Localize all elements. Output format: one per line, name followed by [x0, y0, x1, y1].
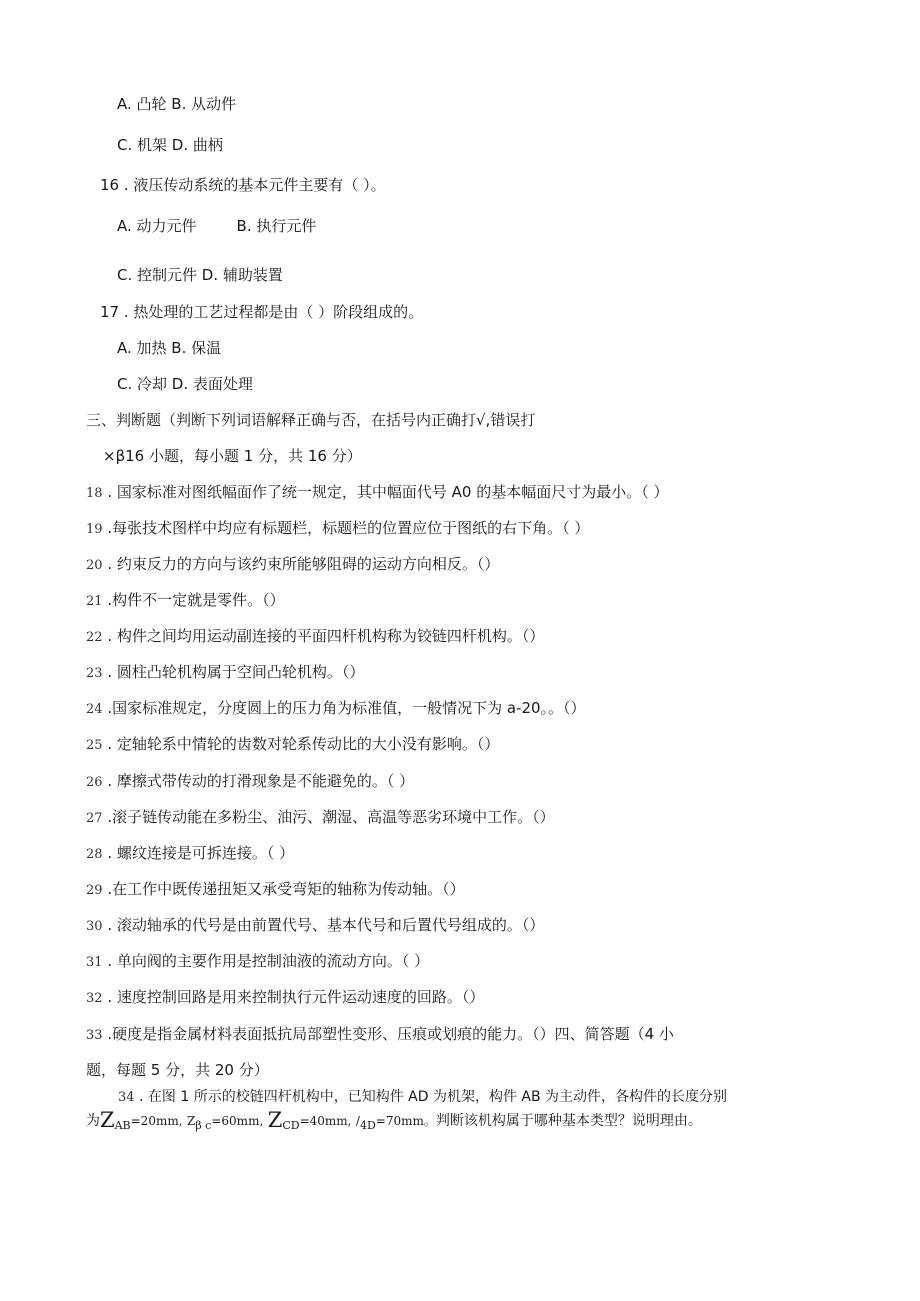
q34-value-ab: =20mm,: [130, 1114, 183, 1128]
q16-text: . 液压传动系统的基本元件主要有（ ）。: [123, 176, 386, 194]
tf-item-number: 29: [86, 883, 103, 898]
q16-options-cd: C. 控制元件 D. 辅助装置: [117, 266, 283, 284]
tf-item-33: [86, 1024, 674, 1046]
tf-item-text: . 摩擦式带传动的打滑现象是不能避免的。（ ）: [107, 772, 415, 790]
q34-prefix: 为: [86, 1113, 100, 1129]
tf-item-25: [86, 734, 499, 756]
q34-symbol-z-cd: Z: [267, 1108, 283, 1132]
tf-item-number: 19: [86, 522, 103, 537]
tf-item-text: .硬度是指金属材料表面抵抗局部塑性变形、压痕或划痕的能力。（）四、简答题（4 小: [107, 1025, 674, 1043]
tf-item-number: 28: [86, 847, 103, 862]
q34-number: 34: [118, 1090, 135, 1105]
q34-sub-cd: CD: [282, 1119, 300, 1132]
tf-item-text: . 单向阀的主要作用是控制油液的流动方向。（ ）: [107, 952, 430, 970]
tf-item-number: 22: [86, 630, 103, 645]
section3-heading-cont: ×β16 小题，每小题 1 分，共 16 分）: [103, 447, 362, 465]
tf-item-number: 31: [86, 955, 103, 970]
tf-item-31: [86, 951, 429, 973]
section3-heading: 三、判断题（判断下列词语解释正确与否，在括号内正确打√,错误打: [86, 411, 536, 429]
tf-item-number: 24: [86, 702, 103, 717]
tf-item-number: 27: [86, 811, 103, 826]
tf-item-text: . 约束反力的方向与该约束所能够阻碍的运动方向相反。（）: [107, 555, 500, 573]
q34-value-cd: =40mm,: [299, 1114, 352, 1128]
q34-line-2: [86, 1110, 702, 1136]
tf-item-text: .滚子链传动能在多粉尘、油污、潮湿、高温等恶劣环境中工作。（）: [107, 808, 555, 826]
tf-item-32: [86, 987, 484, 1009]
tf-item-24: [86, 698, 586, 720]
q17-text: . 热处理的工艺过程都是由（ ）阶段组成的。: [123, 303, 424, 321]
tf-item-text: . 螺纹连接是可拆连接。（ ）: [107, 844, 295, 862]
tf-item-23: [86, 662, 364, 684]
tf-item-text: . 国家标准对图纸幅面作了统一规定，其中幅面代号 A0 的基本幅面尺寸为最小。（ ）: [107, 483, 669, 501]
tf-item-18: [86, 482, 668, 504]
q15-options-ab: A. 凸轮 B. 从动件: [117, 95, 237, 113]
tf-item-text: . 构件之间均用运动副连接的平面四杆机构称为铰链四杆机构。（）: [107, 627, 545, 645]
tf-item-text: .构件不一定就是零件。（）: [107, 591, 285, 609]
tf-item-number: 30: [86, 919, 103, 934]
tf-item-text: . 滚动轴承的代号是由前置代号、基本代号和后置代号组成的。（）: [107, 916, 545, 934]
tf-item-number: 18: [86, 486, 103, 501]
tf-item-text: . 速度控制回路是用来控制执行元件运动速度的回路。（）: [107, 988, 485, 1006]
q34-tail: 判断该机构属于哪种基本类型？说明理由。: [435, 1113, 702, 1129]
tf-item-19: [86, 518, 589, 540]
section4-heading-cont: 题，每题 5 分，共 20 分）: [86, 1061, 269, 1079]
q17-options-cd: C. 冷却 D. 表面处理: [117, 375, 253, 393]
tf-item-26: [86, 771, 414, 793]
tf-item-text: . 定轴轮系中情轮的齿数对轮系传动比的大小没有影响。（）: [107, 735, 500, 753]
q16-option-a: A. 动力元件: [117, 217, 197, 235]
q17-question: [100, 302, 423, 322]
q34-line-1: [118, 1087, 727, 1108]
tf-item-number: 32: [86, 991, 103, 1006]
tf-item-number: 26: [86, 775, 103, 790]
tf-item-number: 21: [86, 594, 103, 609]
tf-item-number: 23: [86, 666, 103, 681]
q15-options-cd: C. 机架 D. 曲柄: [117, 136, 223, 154]
tf-item-number: 25: [86, 738, 103, 753]
tf-item-29: [86, 879, 465, 901]
q34-sub-ab: AB: [114, 1119, 131, 1132]
tf-item-number: 20: [86, 558, 103, 573]
tf-item-30: [86, 915, 544, 937]
tf-item-28: [86, 843, 294, 865]
tf-item-number: 33: [86, 1028, 103, 1043]
q34-symbol-l-ad: /: [355, 1114, 360, 1128]
tf-item-text: .在工作中既传递扭矩又承受弯矩的轴称为传动轴。（）: [107, 880, 465, 898]
q34-sub-ad: 4D: [359, 1119, 376, 1132]
q34-symbol-z-bc: Z: [186, 1114, 196, 1128]
q34-symbol-z-ab: Z: [100, 1108, 115, 1132]
q16-question: [100, 175, 386, 195]
tf-item-text: .每张技术图样中均应有标题栏，标题栏的位置应位于图纸的右下角。（ ）: [107, 519, 590, 537]
q16-option-b: B. 执行元件: [236, 217, 317, 235]
tf-item-27: [86, 807, 555, 829]
q17-options-ab: A. 加热 B. 保温: [117, 339, 222, 357]
tf-item-21: [86, 590, 285, 612]
q34-sub-bc: β c: [195, 1119, 212, 1132]
q34-value-bc: =60mm,: [211, 1114, 264, 1128]
tf-item-22: [86, 626, 544, 648]
tf-item-text: .国家标准规定，分度圆上的压力角为标准值，一般情况下为 a-20。。（）: [107, 699, 586, 717]
tf-item-text: . 圆柱凸轮机构属于空间凸轮机构。（）: [107, 663, 365, 681]
q34-text-line1: . 在图 1 所示的校链四杆机构中，已知构件 AD 为机架，构件 AB 为主动件，各构件的长度分别: [139, 1089, 728, 1105]
tf-item-20: [86, 554, 499, 576]
q16-options-ab: [117, 216, 316, 236]
q34-value-ad: =70mm。: [375, 1114, 436, 1128]
q16-number: 16: [100, 176, 120, 194]
q17-number: 17: [100, 303, 120, 321]
